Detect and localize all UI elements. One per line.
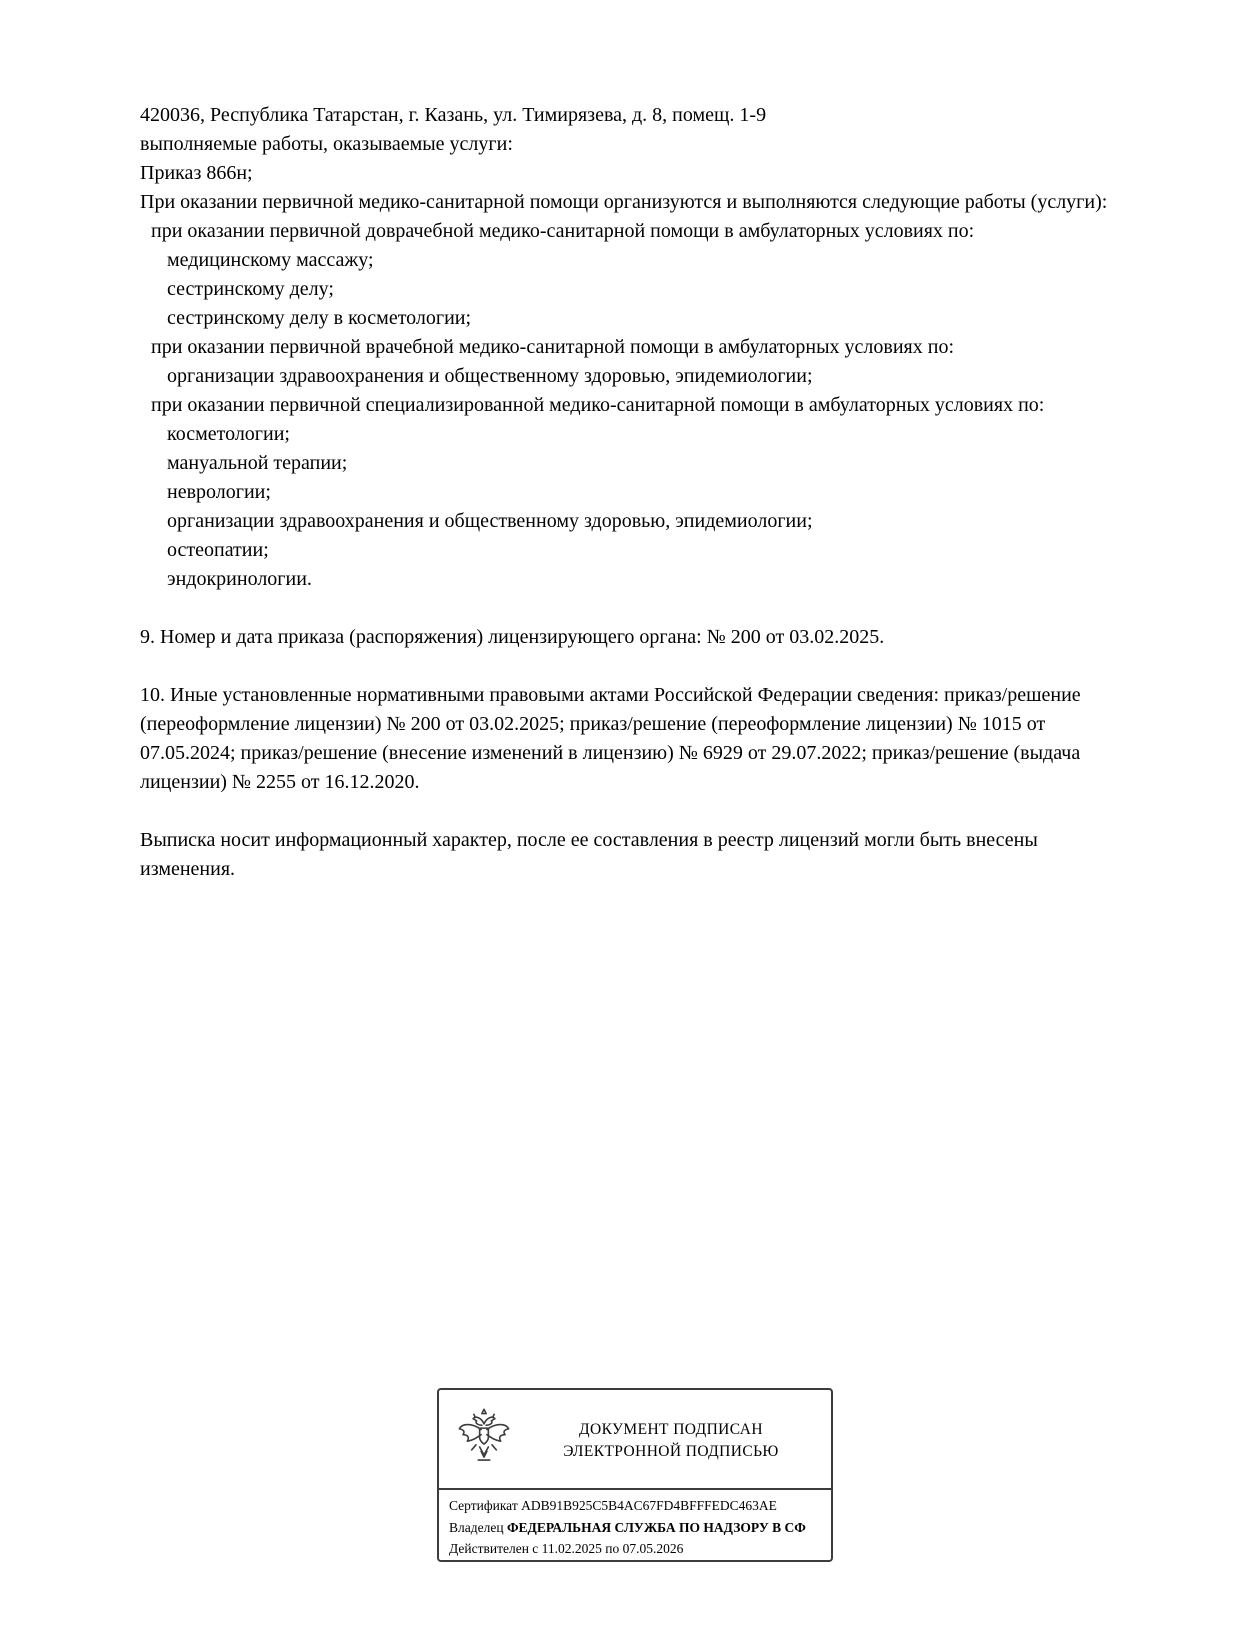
paragraph-disclaimer: Выписка носит информационный характер, после ее составления в реестр лицензий могли быть внесены изменения. [140, 829, 1038, 880]
list-item: эндокринологии. [167, 568, 312, 590]
paragraph: при оказании первичной доврачебной медико-санитарной помощи в амбулаторных условиях по: [151, 220, 975, 242]
paragraph-order-number: 9. Номер и дата приказа (распоряжения) лицензирующего органа: № 200 от 03.02.2025. [140, 626, 885, 648]
stamp-details [439, 1490, 831, 1562]
owner-label: Владелец [449, 1519, 504, 1535]
document-body [140, 101, 1108, 884]
validity-line [449, 1538, 821, 1560]
owner-value: ФЕДЕРАЛЬНАЯ СЛУЖБА ПО НАДЗОРУ В СФ [506, 1519, 806, 1535]
certificate-value: ADB91B925C5B4AC67FD4BFFFEDC463AE [521, 1498, 777, 1513]
list-item: медицинскому массажу; [167, 249, 374, 271]
list-item: сестринскому делу в косметологии; [167, 307, 472, 329]
list-item: неврологии; [167, 481, 271, 503]
list-item: мануальной терапии; [167, 452, 348, 474]
stamp-title-line1: ДОКУМЕНТ ПОДПИСАН [579, 1421, 763, 1438]
stamp-header [439, 1390, 831, 1488]
stamp-title-line2: ЭЛЕКТРОННОЙ ПОДПИСЬЮ [563, 1443, 779, 1460]
list-item: косметологии; [167, 423, 290, 445]
paragraph-other-info: 10. Иные установленные нормативными правовыми актами Российской Федерации сведения: приказ/решение (переоформление лицензии) № 200 от 03.02.2025; приказ/решение (переоформление лицензии) № 1015 от 07.05.2024; приказ/решение (внесение изменений в лицензию) № 6929 от 29.07.2022; приказ/решение (выдача лицензии) № 2255 от 16.12.2020. [140, 684, 1081, 793]
list-item: сестринскому делу; [167, 278, 334, 300]
paragraph: при оказании первичной врачебной медико-санитарной помощи в амбулаторных условиях по: [151, 336, 955, 358]
paragraph-address: 420036, Республика Татарстан, г. Казань, ул. Тимирязева, д. 8, помещ. 1-9 [140, 104, 767, 126]
paragraph: при оказании первичной специализированной медико-санитарной помощи в амбулаторных условиях по: [151, 394, 1045, 416]
paragraph: При оказании первичной медико-санитарной помощи организуются и выполняются следующие работы (услуги): [140, 191, 1108, 213]
validity-text: Действителен с 11.02.2025 по 07.05.2026 [449, 1541, 684, 1556]
certificate-label: Сертификат [449, 1498, 518, 1513]
list-item: организации здравоохранения и общественному здоровью, эпидемиологии; [167, 510, 813, 532]
list-item: остеопатии; [167, 539, 269, 561]
paragraph: Приказ 866н; [140, 162, 253, 184]
double-headed-eagle-icon [455, 1407, 513, 1476]
owner-line [449, 1517, 821, 1539]
certificate-line [449, 1495, 821, 1517]
signature-stamp [437, 1388, 833, 1562]
list-item: организации здравоохранения и общественному здоровью, эпидемиологии; [167, 365, 813, 387]
paragraph: выполняемые работы, оказываемые услуги: [140, 133, 513, 155]
stamp-title [523, 1419, 819, 1463]
